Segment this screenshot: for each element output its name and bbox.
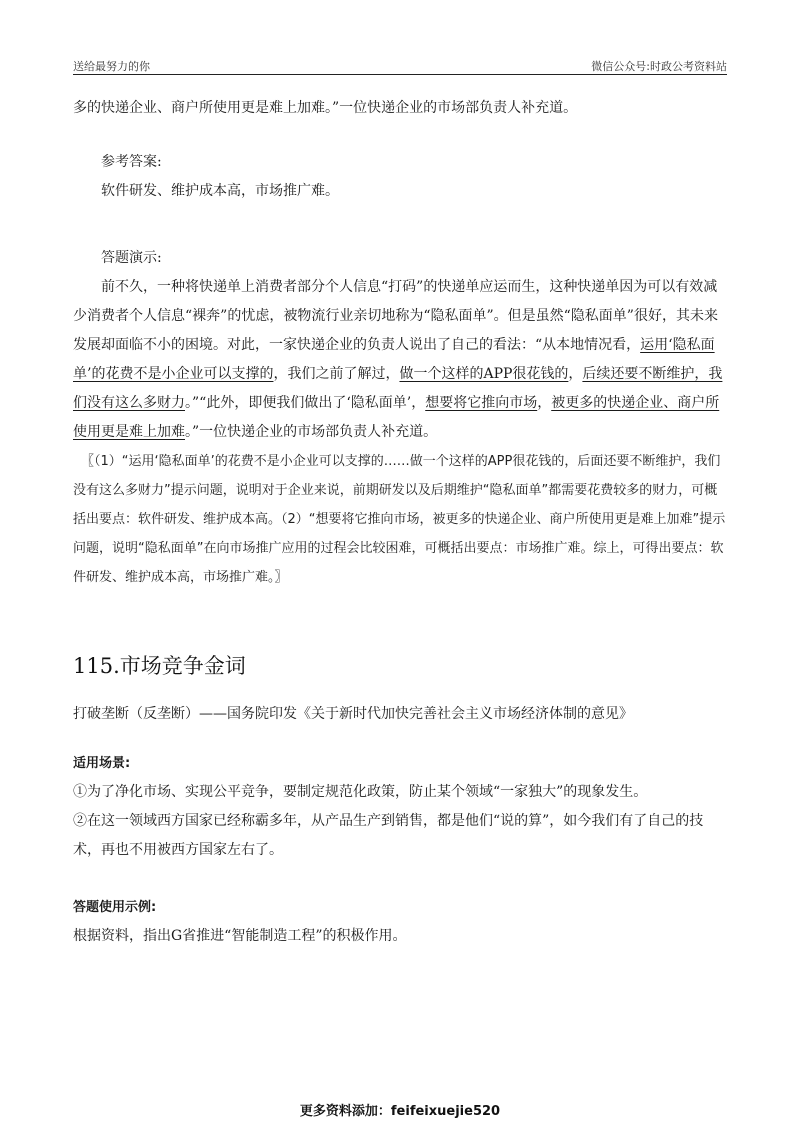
- underlined-phrase: 运用‘隐私面单’的花费不是小企业可以支撑的: [73, 337, 715, 382]
- example-label: 答题使用示例:: [73, 900, 157, 915]
- header-wechat-account: 微信公众号:时政公考资料站: [591, 60, 727, 73]
- page-header: [73, 52, 727, 75]
- page-footer: 更多资料添加：feifeixuejie520: [299, 1104, 501, 1119]
- demo-text: ，我们之前了解过，: [273, 366, 400, 382]
- analysis-note: [73, 447, 727, 592]
- note-close-bracket: 〗: [274, 570, 288, 585]
- example-text: 根据资料，指出G省推进“智能制造工程”的积极作用。: [73, 928, 407, 944]
- answer-text: 软件研发、维护成本高，市场推广难。: [101, 183, 339, 199]
- page-content: [73, 94, 727, 951]
- demo-label: 答题演示:: [101, 250, 162, 266]
- note-body: （1）“运用‘隐私面单’的花费不是小企业可以支撑的……做一个这样的APP很花钱的，后面还要不断维护，我们没有这么多财力”提示问题，说明对于企业来说，前期研发以及后期维护“隐私面单”都需要花费较多的财力，可概括出要点：软件研发、维护成本高。（2）“想要将它推向市场，被更多的快递企业、商户所使用更是难上加难”提示问题，说明“隐私面单”在向市场推广应用的过程会比较困难，可概括出要点：市场推广难。综上，可得出要点：软件研发、维护成本高，市场推广难。: [73, 454, 726, 585]
- scene-item: ②在这一领域西方国家已经称霸多年，从产品生产到销售，都是他们“说的算”，如今我们有了自己的技术，再也不用被西方国家左右了。: [73, 813, 704, 858]
- underlined-phrase: 被更多的快递企业、商户所使用更是难上加难: [73, 395, 720, 440]
- underlined-phrase: 想要将它推向市场: [425, 395, 538, 411]
- note-open-bracket: 〖: [81, 454, 95, 469]
- section-subtitle: 打破垄断（反垄断）——国务院印发《关于新时代加快完善社会主义市场经济体制的意见》: [73, 706, 633, 722]
- section-title: 115.市场竞争金词: [73, 654, 246, 678]
- demo-text: ，: [537, 395, 552, 411]
- demo-text: ，: [568, 366, 583, 382]
- scene-item: ①为了净化市场、实现公平竞争，要制定规范化政策，防止某个领域“一家独大”的现象发生。: [73, 784, 648, 800]
- continuation-text: 多的快递企业、商户所使用更是难上加难。”一位快递企业的市场部负责人补充道。: [73, 100, 578, 116]
- answer-label: 参考答案:: [101, 154, 162, 170]
- underlined-phrase: 做一个这样的APP很花钱的: [399, 366, 569, 382]
- demo-text: 前不久，一种将快递单上消费者部分个人信息“打码”的快递单应运而生，这种快递单因为可以有效减少消费者个人信息“裸奔”的忧虑，被物流行业亲切地称为“隐私面单”。但是虽然“隐私面单”很好，其未来发展却面临不小的困境。对此，一家快递企业的负责人说出了自己的看法：“从本地情况看，: [73, 279, 718, 353]
- underlined-phrase: 后续还要不断维护，我们没有这么多财力: [73, 366, 723, 411]
- header-slogan: 送给最努力的你: [73, 60, 150, 73]
- demo-text: 。”“此外，即便我们做出了‘隐私面单’，: [185, 395, 426, 411]
- demo-text: 。”一位快递企业的市场部负责人补充道。: [185, 424, 438, 440]
- scene-label: 适用场景:: [73, 756, 131, 771]
- demo-paragraph: [73, 273, 727, 447]
